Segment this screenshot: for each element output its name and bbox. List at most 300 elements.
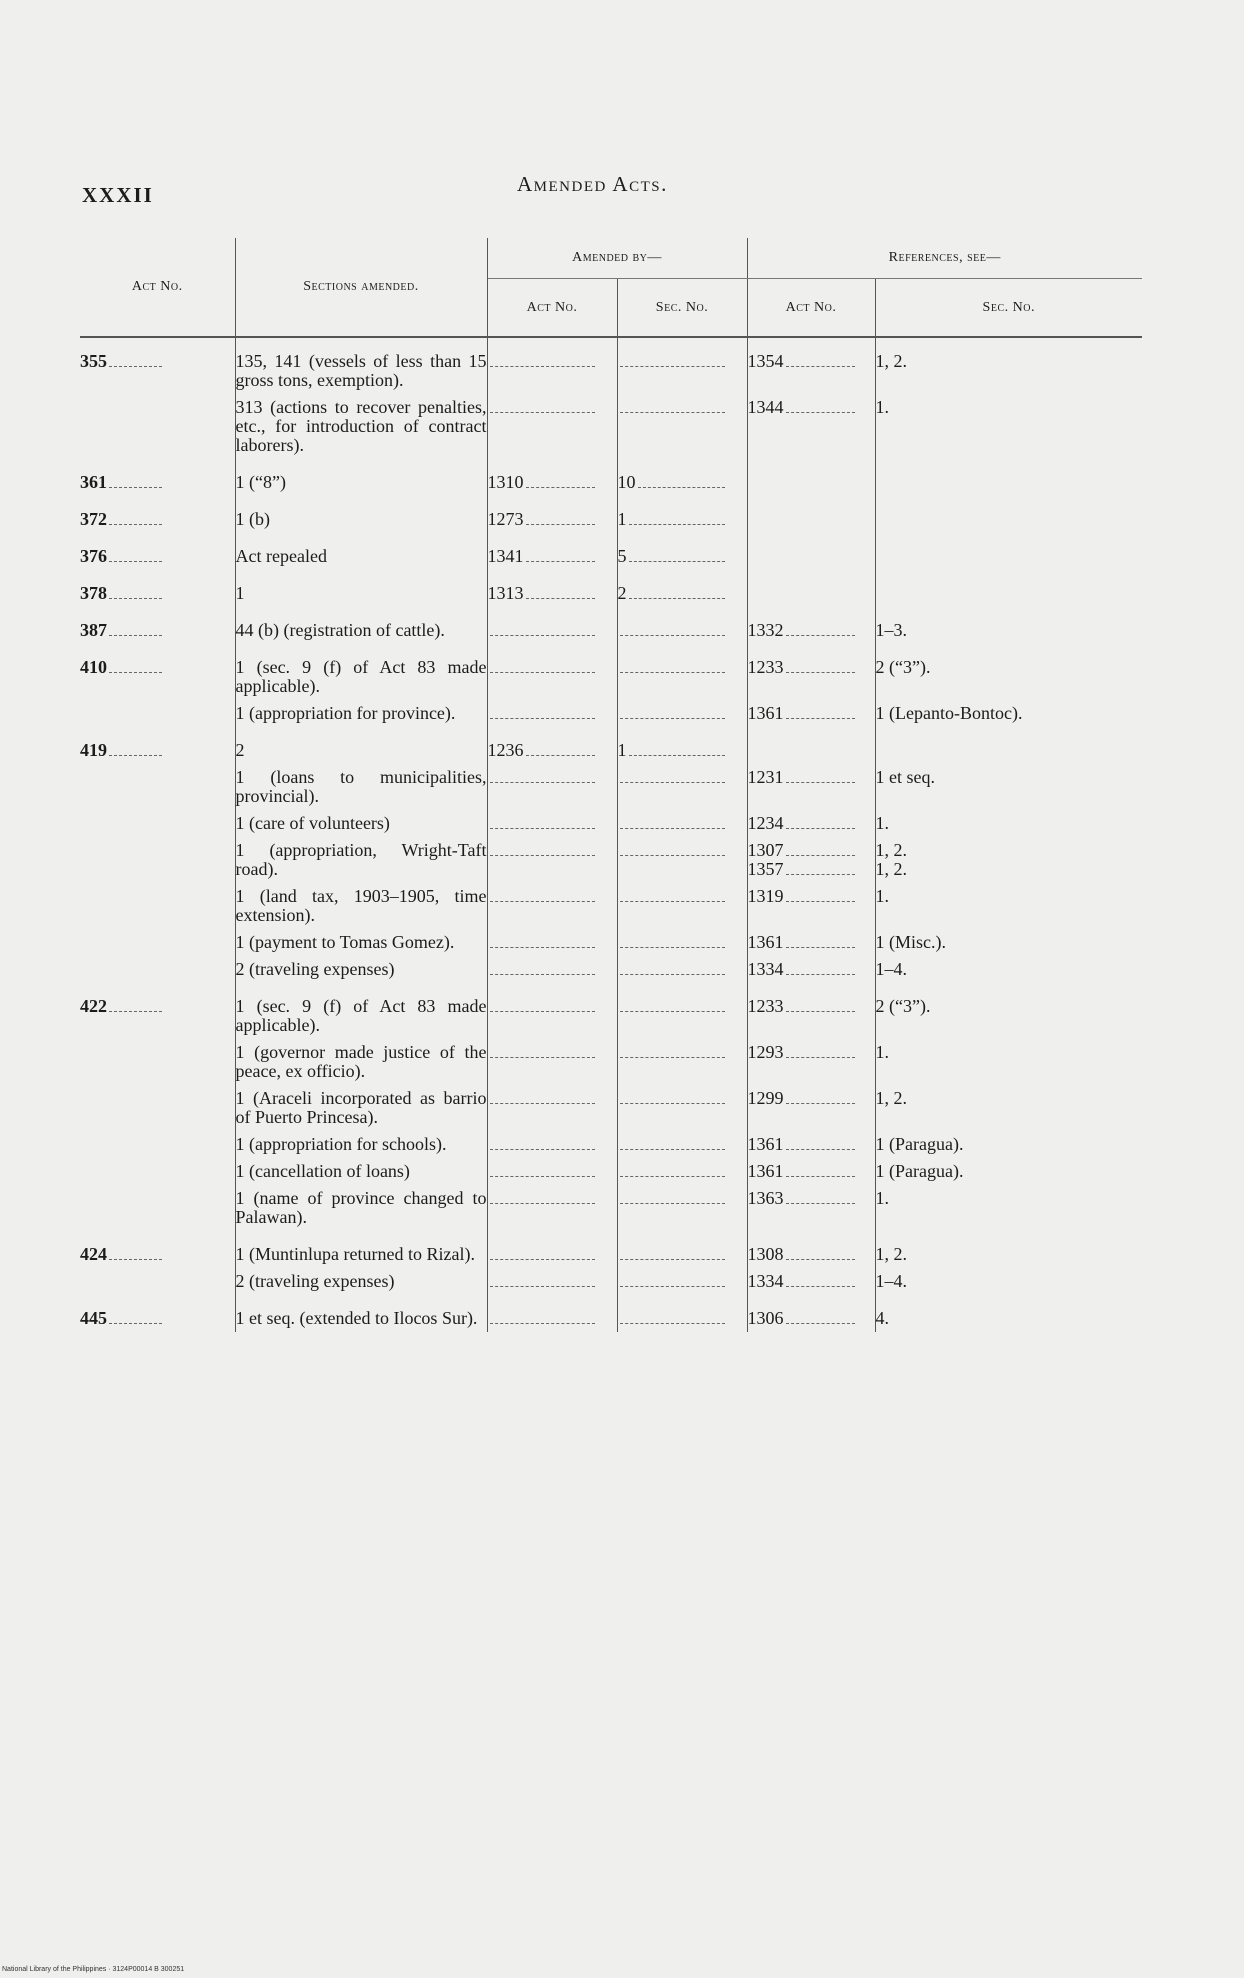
section-amended-text: 1 — [235, 583, 245, 603]
leader-dots — [620, 1091, 725, 1104]
leader-dots — [620, 770, 725, 783]
reference-act-text: 1334 — [747, 959, 784, 979]
leader-dots — [629, 586, 725, 599]
amended-by-act — [487, 764, 617, 810]
section-amended-text: 1 (appropriation for schools). — [235, 1134, 447, 1154]
act-number-text: 422 — [80, 996, 107, 1016]
reference-act-text: 1354 — [747, 351, 784, 371]
leader-dots — [109, 1247, 162, 1260]
table-row — [80, 1039, 1142, 1085]
amended-by-act — [487, 459, 617, 496]
reference-act-text: 1357 — [747, 859, 784, 879]
section-amended — [235, 1131, 487, 1158]
reference-sec — [875, 883, 1142, 929]
amended-by-sec — [617, 956, 747, 983]
reference-sec — [875, 983, 1142, 1039]
reference-sec — [875, 1268, 1142, 1295]
leader-dots — [786, 1274, 855, 1287]
reference-act — [747, 1158, 875, 1185]
act-number — [80, 837, 235, 883]
leader-dots — [490, 1274, 595, 1287]
amended-by-sec — [617, 570, 747, 607]
leader-dots — [109, 1311, 162, 1324]
leader-dots — [620, 843, 725, 856]
amended-by-act — [487, 570, 617, 607]
header-act-no: Act No. — [80, 238, 235, 337]
amended-by-act — [487, 533, 617, 570]
section-amended — [235, 956, 487, 983]
reference-act — [747, 337, 875, 394]
reference-sec — [875, 394, 1142, 459]
table-row — [80, 727, 1142, 764]
amended-by-act — [487, 337, 617, 394]
footer-watermark: National Library of the Philippines · 3124P00014 B 300251 — [2, 1966, 185, 1973]
section-amended-text: 1 (name of province changed to Palawan). — [235, 1188, 487, 1227]
leader-dots — [786, 660, 855, 673]
reference-sec — [875, 1295, 1142, 1332]
section-amended — [235, 837, 487, 883]
amended-by-sec — [617, 810, 747, 837]
reference-act — [747, 1085, 875, 1131]
leader-dots — [490, 935, 595, 948]
section-amended-text: 1 (“8”) — [235, 472, 286, 492]
leader-dots — [620, 1137, 725, 1150]
section-amended-text: 1 (b) — [235, 509, 270, 529]
act-number — [80, 727, 235, 764]
reference-act — [747, 810, 875, 837]
leader-dots — [490, 962, 595, 975]
reference-sec-text: 4. — [875, 1308, 889, 1328]
amended-by-act — [487, 929, 617, 956]
act-number — [80, 983, 235, 1039]
amended-by-act-text: 1236 — [487, 740, 524, 760]
reference-sec — [875, 700, 1142, 727]
reference-act — [747, 700, 875, 727]
reference-act — [747, 956, 875, 983]
reference-sec — [875, 1085, 1142, 1131]
header-amended-by: Amended by— — [487, 238, 747, 279]
amended-by-sec — [617, 700, 747, 727]
reference-act-text: 1234 — [747, 813, 784, 833]
leader-dots — [620, 1247, 725, 1260]
act-number — [80, 956, 235, 983]
amended-by-sec-text: 10 — [617, 472, 636, 492]
leader-dots — [620, 1045, 725, 1058]
act-number — [80, 1039, 235, 1085]
act-number-text: 419 — [80, 740, 107, 760]
reference-act — [747, 929, 875, 956]
reference-sec — [875, 1039, 1142, 1085]
reference-act — [747, 764, 875, 810]
section-amended-text: 1 (loans to municipalities, provincial). — [235, 767, 487, 806]
leader-dots — [490, 843, 595, 856]
section-amended-text: 1 (land tax, 1903–1905, time extension). — [235, 886, 487, 925]
reference-sec-text: 1, 2. — [875, 351, 907, 371]
amended-by-sec — [617, 727, 747, 764]
header-sections-amended: Sections amended. — [235, 238, 487, 337]
reference-sec — [875, 607, 1142, 644]
amended-by-act — [487, 956, 617, 983]
reference-sec-text: 1–3. — [875, 620, 907, 640]
table-row — [80, 1085, 1142, 1131]
amended-by-act — [487, 1085, 617, 1131]
leader-dots — [620, 354, 725, 367]
reference-sec-text: 2 (“3”). — [875, 657, 931, 677]
act-number — [80, 1268, 235, 1295]
table-row — [80, 810, 1142, 837]
leader-dots — [786, 1247, 855, 1260]
amended-by-sec — [617, 764, 747, 810]
table-row — [80, 607, 1142, 644]
amended-by-sec — [617, 533, 747, 570]
table-row — [80, 956, 1142, 983]
section-amended — [235, 570, 487, 607]
act-number — [80, 496, 235, 533]
reference-act-text: 1307 — [747, 840, 784, 860]
reference-sec — [875, 1185, 1142, 1231]
section-amended-text: 1 (payment to Tomas Gomez). — [235, 932, 455, 952]
leader-dots — [526, 586, 595, 599]
amended-by-sec — [617, 1268, 747, 1295]
reference-act — [747, 1295, 875, 1332]
leader-dots — [490, 1137, 595, 1150]
amended-by-act — [487, 1039, 617, 1085]
section-amended-text: 1 (sec. 9 (f) of Act 83 made applicable). — [235, 657, 487, 696]
leader-dots — [490, 354, 595, 367]
leader-dots — [786, 962, 855, 975]
amended-by-act — [487, 837, 617, 883]
amended-by-sec — [617, 883, 747, 929]
leader-dots — [109, 586, 162, 599]
amended-by-sec-text: 1 — [617, 509, 627, 529]
reference-act — [747, 496, 875, 533]
amended-by-sec — [617, 837, 747, 883]
leader-dots — [629, 743, 725, 756]
header-amended-by-act: Act No. — [487, 279, 617, 337]
act-number — [80, 1158, 235, 1185]
reference-sec-text: 1, 2. — [875, 859, 907, 879]
reference-sec-text: 1. — [875, 886, 889, 906]
reference-sec-text: 1 (Misc.). — [875, 932, 946, 952]
act-number — [80, 1131, 235, 1158]
act-number — [80, 1185, 235, 1231]
leader-dots — [786, 1164, 855, 1177]
section-amended — [235, 764, 487, 810]
section-amended — [235, 1295, 487, 1332]
act-number-text: 372 — [80, 509, 107, 529]
reference-sec-text: 1 (Paragua). — [875, 1161, 964, 1181]
reference-act-text: 1334 — [747, 1271, 784, 1291]
reference-act-text: 1293 — [747, 1042, 784, 1062]
act-number — [80, 607, 235, 644]
act-number — [80, 1295, 235, 1332]
table-row — [80, 700, 1142, 727]
leader-dots — [526, 512, 595, 525]
leader-dots — [786, 1137, 855, 1150]
leader-dots — [620, 706, 725, 719]
table-row — [80, 983, 1142, 1039]
header-amended-by-sec: Sec. No. — [617, 279, 747, 337]
amended-by-act-text: 1341 — [487, 546, 524, 566]
amended-by-sec — [617, 1039, 747, 1085]
leader-dots — [638, 475, 725, 488]
amended-by-act — [487, 394, 617, 459]
reference-act-text: 1363 — [747, 1188, 784, 1208]
amended-by-sec — [617, 644, 747, 700]
amended-by-act — [487, 727, 617, 764]
section-amended — [235, 1268, 487, 1295]
leader-dots — [786, 889, 855, 902]
section-amended — [235, 607, 487, 644]
amended-by-sec — [617, 929, 747, 956]
amended-by-sec — [617, 337, 747, 394]
leader-dots — [620, 999, 725, 1012]
section-amended — [235, 883, 487, 929]
page-title: Amended Acts. — [517, 172, 668, 196]
leader-dots — [786, 1311, 855, 1324]
section-amended — [235, 337, 487, 394]
amended-by-act — [487, 1268, 617, 1295]
leader-dots — [629, 549, 725, 562]
leader-dots — [490, 1164, 595, 1177]
leader-dots — [109, 475, 162, 488]
section-amended — [235, 496, 487, 533]
amended-acts-table — [80, 238, 1142, 1332]
table-row — [80, 394, 1142, 459]
section-amended-text: 2 (traveling expenses) — [235, 959, 395, 979]
leader-dots — [786, 999, 855, 1012]
reference-sec-text: 1. — [875, 813, 889, 833]
reference-sec — [875, 956, 1142, 983]
section-amended — [235, 644, 487, 700]
reference-sec — [875, 1158, 1142, 1185]
leader-dots — [786, 1045, 855, 1058]
leader-dots — [490, 1247, 595, 1260]
section-amended-text: 313 (actions to recover penalties, etc., for introduction of contract laborers). — [235, 397, 487, 455]
section-amended-text: 1 (Muntinlupa returned to Rizal). — [235, 1244, 475, 1264]
amended-by-sec — [617, 1085, 747, 1131]
leader-dots — [490, 1045, 595, 1058]
leader-dots — [490, 1191, 595, 1204]
leader-dots — [526, 549, 595, 562]
reference-act — [747, 1185, 875, 1231]
leader-dots — [109, 743, 162, 756]
leader-dots — [109, 512, 162, 525]
reference-act-text: 1361 — [747, 932, 784, 952]
act-number-text: 410 — [80, 657, 107, 677]
leader-dots — [490, 999, 595, 1012]
reference-sec — [875, 496, 1142, 533]
amended-by-sec-text: 1 — [617, 740, 627, 760]
leader-dots — [786, 623, 855, 636]
reference-act — [747, 1131, 875, 1158]
leader-dots — [109, 354, 162, 367]
leader-dots — [786, 354, 855, 367]
leader-dots — [786, 862, 855, 875]
act-number — [80, 764, 235, 810]
act-number — [80, 394, 235, 459]
reference-sec — [875, 533, 1142, 570]
table-row — [80, 883, 1142, 929]
leader-dots — [526, 475, 595, 488]
leader-dots — [786, 770, 855, 783]
reference-act — [747, 459, 875, 496]
table-row — [80, 1268, 1142, 1295]
section-amended-text: 1 (appropriation for province). — [235, 703, 456, 723]
reference-act — [747, 533, 875, 570]
amended-by-sec — [617, 394, 747, 459]
leader-dots — [620, 1164, 725, 1177]
leader-dots — [620, 935, 725, 948]
act-number-text: 424 — [80, 1244, 107, 1264]
reference-act — [747, 1039, 875, 1085]
section-amended-text: 1 (care of volunteers) — [235, 813, 390, 833]
leader-dots — [786, 935, 855, 948]
section-amended-text: 1 (sec. 9 (f) of Act 83 made applicable). — [235, 996, 487, 1035]
reference-act-text: 1361 — [747, 703, 784, 723]
leader-dots — [490, 706, 595, 719]
amended-by-sec — [617, 496, 747, 533]
amended-by-act — [487, 810, 617, 837]
reference-sec-text: 1 (Paragua). — [875, 1134, 964, 1154]
section-amended — [235, 1158, 487, 1185]
table-row — [80, 570, 1142, 607]
reference-sec — [875, 837, 1142, 883]
reference-sec-text: 1. — [875, 397, 889, 417]
section-amended-text: 1 et seq. (extended to Ilocos Sur). — [235, 1308, 478, 1328]
act-number — [80, 644, 235, 700]
leader-dots — [620, 1191, 725, 1204]
section-amended-text: 44 (b) (registration of cattle). — [235, 620, 445, 640]
leader-dots — [490, 660, 595, 673]
amended-by-act — [487, 644, 617, 700]
act-number-text: 378 — [80, 583, 107, 603]
act-number — [80, 459, 235, 496]
amended-by-act — [487, 496, 617, 533]
leader-dots — [490, 1311, 595, 1324]
section-amended — [235, 394, 487, 459]
section-amended — [235, 727, 487, 764]
leader-dots — [786, 400, 855, 413]
leader-dots — [786, 816, 855, 829]
leader-dots — [526, 743, 595, 756]
leader-dots — [620, 816, 725, 829]
reference-act-text: 1231 — [747, 767, 784, 787]
amended-by-sec-text: 5 — [617, 546, 627, 566]
act-number-text: 376 — [80, 546, 107, 566]
reference-act-text: 1361 — [747, 1134, 784, 1154]
reference-act-text: 1332 — [747, 620, 784, 640]
amended-by-sec-text: 2 — [617, 583, 627, 603]
table-row — [80, 1295, 1142, 1332]
section-amended — [235, 700, 487, 727]
section-amended — [235, 983, 487, 1039]
table-row — [80, 1231, 1142, 1268]
reference-sec — [875, 727, 1142, 764]
table-row — [80, 337, 1142, 394]
reference-sec — [875, 929, 1142, 956]
reference-sec-text: 1 et seq. — [875, 767, 935, 787]
header-ref-sec: Sec. No. — [875, 279, 1142, 337]
reference-act-text: 1299 — [747, 1088, 784, 1108]
leader-dots — [490, 1091, 595, 1104]
leader-dots — [490, 623, 595, 636]
leader-dots — [786, 843, 855, 856]
reference-sec-text: 1. — [875, 1188, 889, 1208]
section-amended-text: Act repealed — [235, 546, 327, 566]
leader-dots — [629, 512, 725, 525]
reference-act — [747, 883, 875, 929]
act-number — [80, 533, 235, 570]
amended-by-act — [487, 1295, 617, 1332]
leader-dots — [620, 962, 725, 975]
reference-act-text: 1306 — [747, 1308, 784, 1328]
amended-by-sec — [617, 607, 747, 644]
amended-by-act — [487, 1231, 617, 1268]
act-number-text: 361 — [80, 472, 107, 492]
amended-by-act — [487, 1158, 617, 1185]
table-row — [80, 1158, 1142, 1185]
leader-dots — [490, 770, 595, 783]
amended-by-act — [487, 1131, 617, 1158]
table-row — [80, 496, 1142, 533]
act-number — [80, 929, 235, 956]
amended-by-sec — [617, 459, 747, 496]
section-amended — [235, 1231, 487, 1268]
reference-act-text: 1344 — [747, 397, 784, 417]
reference-sec-text: 1. — [875, 1042, 889, 1062]
table-row — [80, 644, 1142, 700]
table-row — [80, 459, 1142, 496]
section-amended-text: 1 (appropriation, Wright-Taft road). — [235, 840, 487, 879]
act-number — [80, 810, 235, 837]
amended-by-act — [487, 607, 617, 644]
act-number — [80, 1085, 235, 1131]
table-row — [80, 1185, 1142, 1231]
amended-by-act — [487, 700, 617, 727]
table-row — [80, 764, 1142, 810]
leader-dots — [490, 889, 595, 902]
reference-act — [747, 727, 875, 764]
reference-sec — [875, 337, 1142, 394]
act-number — [80, 700, 235, 727]
amended-by-sec — [617, 1295, 747, 1332]
act-number-text: 355 — [80, 351, 107, 371]
leader-dots — [620, 1274, 725, 1287]
act-number-text: 387 — [80, 620, 107, 640]
reference-act-text: 1319 — [747, 886, 784, 906]
section-amended — [235, 1039, 487, 1085]
reference-sec-text: 1 (Lepanto-Bontoc). — [875, 703, 1023, 723]
amended-by-act-text: 1313 — [487, 583, 524, 603]
reference-sec — [875, 570, 1142, 607]
reference-act-text: 1233 — [747, 657, 784, 677]
reference-sec — [875, 810, 1142, 837]
leader-dots — [620, 623, 725, 636]
section-amended — [235, 1185, 487, 1231]
section-amended-text: 2 (traveling expenses) — [235, 1271, 395, 1291]
section-amended — [235, 810, 487, 837]
section-amended — [235, 1085, 487, 1131]
table-row — [80, 929, 1142, 956]
table-row — [80, 837, 1142, 883]
act-number — [80, 1231, 235, 1268]
reference-sec-text: 1–4. — [875, 959, 907, 979]
section-amended-text: 1 (cancellation of loans) — [235, 1161, 410, 1181]
amended-by-act-text: 1273 — [487, 509, 524, 529]
amended-by-sec — [617, 983, 747, 1039]
reference-act — [747, 983, 875, 1039]
